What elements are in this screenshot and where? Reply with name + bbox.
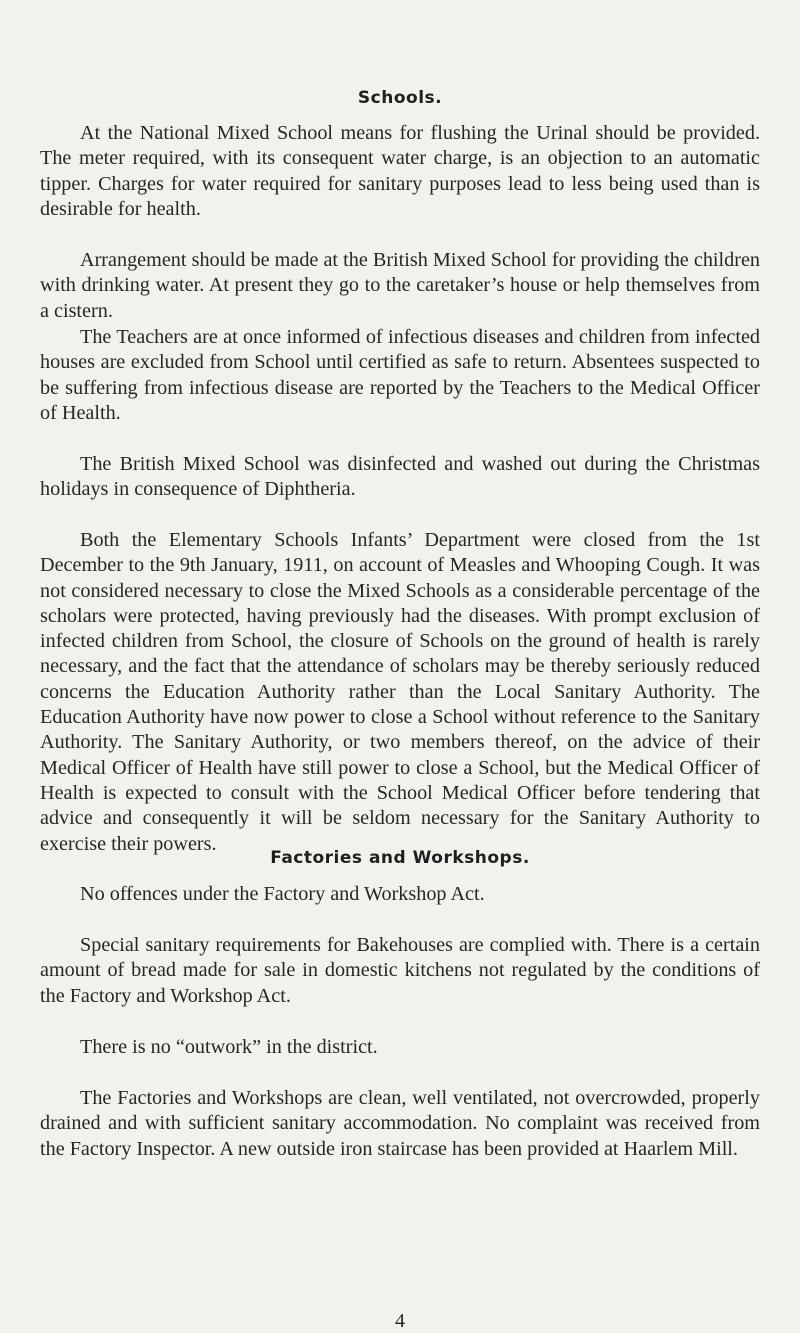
schools-paragraph-5: Both the Elementary Schools Infants’ Department were closed from the 1st December to the 9th January, 1911, on account of Measles and Whooping Cough. It was not considered necessary to close the Mixed Schools as a considerable percentage of the scholars were protected, having previously had the diseases. With prompt exclusion of infected children from School, the closure of Schools on the ground of health is rarely necessary, and the fact that the attendance of scholars may be thereby seriously reduced concerns the Education Authority rather than the Local Sanitary Authority. The Education Authority have now power to close a School without reference to the Sanitary Authority. The Sanitary Authority, or two members thereof, on the advice of their Medical Officer of Health have still power to close a School, but the Medical Officer of Health is expected to consult with the School Medical Officer before tendering that advice and consequently it will be seldom necessary for the Sanitary Authority to exercise their powers. bbox=[40, 529, 760, 855]
schools-heading: Schools. bbox=[357, 88, 443, 108]
factories-paragraph-1: No offences under the Factory and Workshop Act. bbox=[80, 883, 485, 905]
page-number: 4 bbox=[395, 1310, 405, 1332]
factories-paragraph-2: Special sanitary requirements for Bakehouses are complied with. There is a certain amount of bread made for sale in domestic kitchens not regulated by the conditions of the Factory and Workshop Act. bbox=[40, 934, 760, 1007]
schools-paragraph-3: The Teachers are at once informed of infectious diseases and children from infected houses are excluded from School until certified as safe to return. Absentees suspected to be suffering from infectious disease are reported by the Teachers to the Medical Officer of Health. bbox=[40, 326, 760, 424]
factories-paragraph-3: There is no “outwork” in the district. bbox=[80, 1036, 378, 1058]
schools-paragraph-1: At the National Mixed School means for flushing the Urinal should be provided. The meter required, with its consequent water charge, is an objection to an automatic tipper. Charges for water required for sanitary purposes lead to less being used than is desirable for health. bbox=[40, 122, 760, 220]
schools-paragraph-4: The British Mixed School was disinfected and washed out during the Christmas holidays in consequence of Diphtheria. bbox=[40, 453, 760, 501]
factories-paragraph-4: The Factories and Workshops are clean, well ventilated, not overcrowded, properly drained and with sufficient sanitary accommodation. No complaint was received from the Factory Inspector. A new outside iron staircase has been provided at Haarlem Mill. bbox=[40, 1087, 760, 1160]
schools-paragraph-2: Arrangement should be made at the British Mixed School for providing the children with drinking water. At present they go to the caretaker’s house or help themselves from a cistern. bbox=[40, 249, 760, 322]
factories-heading: Factories and Workshops. bbox=[270, 848, 530, 868]
